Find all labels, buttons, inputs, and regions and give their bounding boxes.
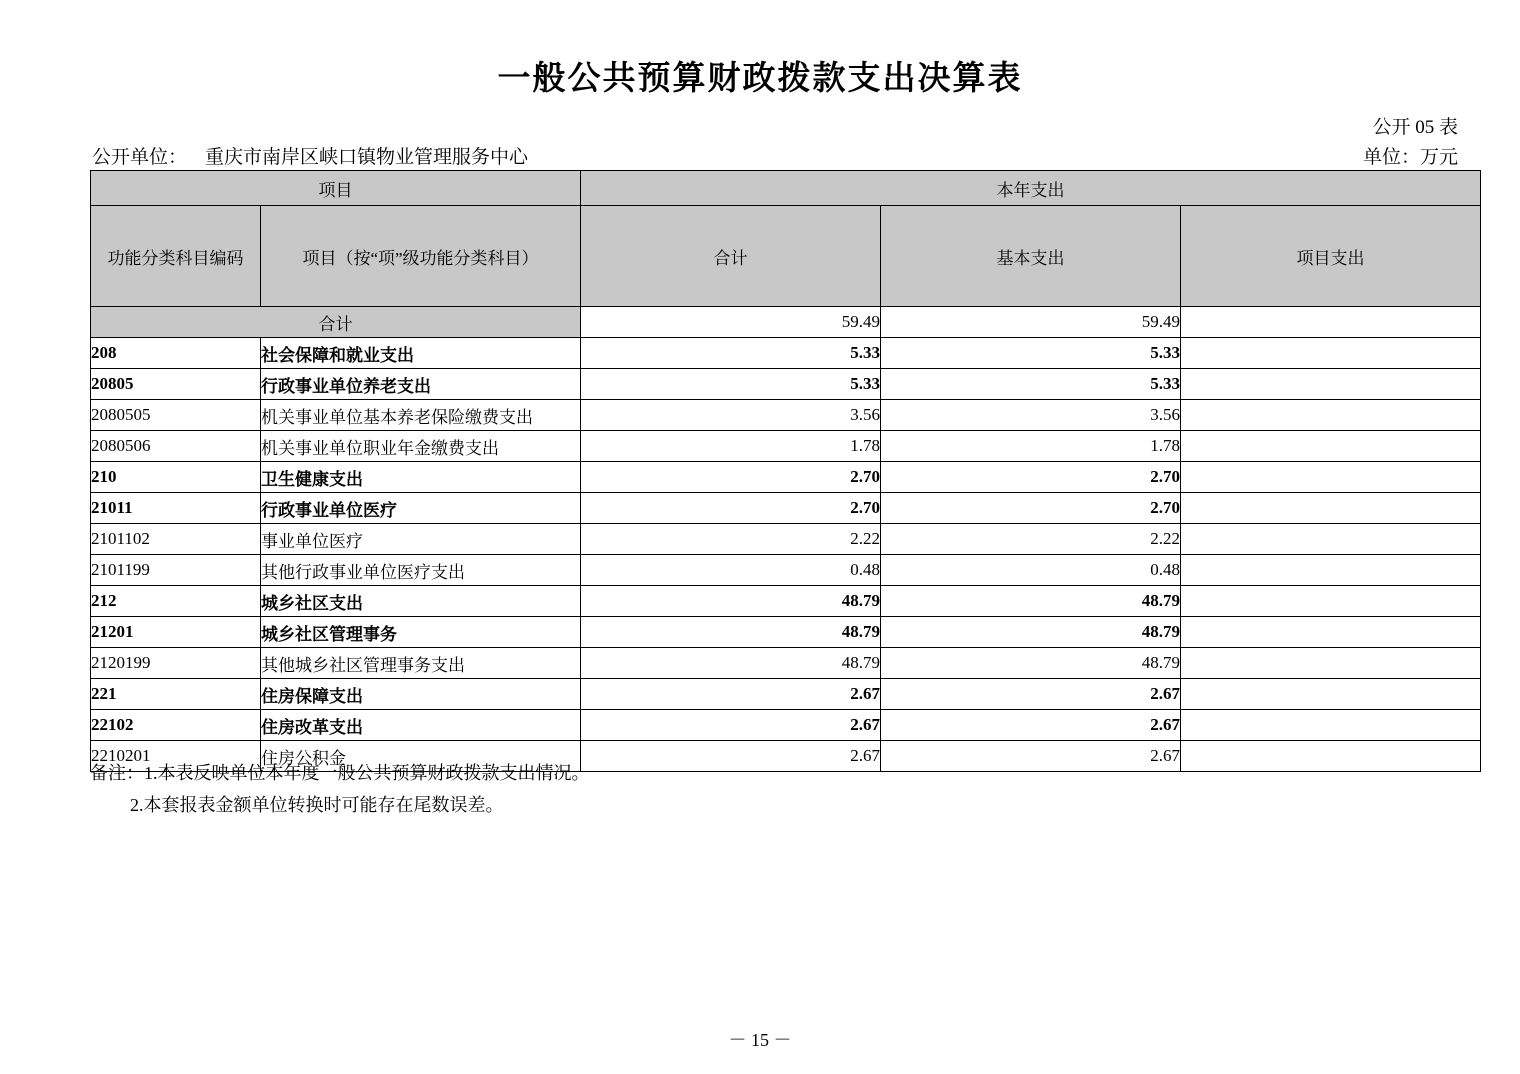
- cell-project: [1181, 555, 1481, 586]
- page-title: 一般公共预算财政拨款支出决算表: [497, 61, 1023, 97]
- cell-basic: 2.67: [881, 741, 1181, 772]
- cell-project: [1181, 648, 1481, 679]
- header-col-total: 合计: [581, 206, 881, 307]
- cell-name: 机关事业单位基本养老保险缴费支出: [261, 400, 581, 431]
- cell-code: 2210201: [91, 741, 261, 772]
- cell-project: [1181, 369, 1481, 400]
- cell-code: 2101199: [91, 555, 261, 586]
- cell-total: 2.67: [581, 679, 881, 710]
- cell-total: 3.56: [581, 400, 881, 431]
- cell-basic: 48.79: [881, 586, 1181, 617]
- amount-unit: 单位：万元: [1362, 147, 1458, 168]
- cell-project: [1181, 617, 1481, 648]
- cell-code: 21011: [91, 493, 261, 524]
- table-row: [91, 648, 1481, 679]
- unit-label: 公开单位：: [92, 147, 188, 168]
- table-row: [91, 586, 1481, 617]
- cell-project: [1181, 462, 1481, 493]
- cell-total: 2.67: [581, 710, 881, 741]
- table-row: [91, 369, 1481, 400]
- cell-basic: 0.48: [881, 555, 1181, 586]
- unit-name: 重庆市南岸区峡口镇物业管理服务中心: [205, 147, 529, 168]
- cell-project: [1181, 586, 1481, 617]
- header-col-name: 项目（按“项”级功能分类科目）: [261, 206, 581, 307]
- cell-total: 2.22: [581, 524, 881, 555]
- cell-basic: 2.70: [881, 462, 1181, 493]
- cell-project: [1181, 741, 1481, 772]
- cell-total: 48.79: [581, 648, 881, 679]
- cell-project: [1181, 431, 1481, 462]
- cell-total: 48.79: [581, 586, 881, 617]
- header-col-project: 项目支出: [1181, 206, 1481, 307]
- cell-name: 城乡社区支出: [261, 586, 581, 617]
- cell-code: 221: [91, 679, 261, 710]
- cell-project: [1181, 493, 1481, 524]
- cell-basic: 2.67: [881, 679, 1181, 710]
- table-row: [91, 431, 1481, 462]
- cell-code: 2080505: [91, 400, 261, 431]
- cell-basic: 3.56: [881, 400, 1181, 431]
- cell-project: [1181, 679, 1481, 710]
- cell-code: 20805: [91, 369, 261, 400]
- total-sum: 59.49: [581, 307, 881, 338]
- total-project: [1181, 307, 1481, 338]
- table-row-total: [91, 307, 1481, 338]
- table-row: [91, 493, 1481, 524]
- unit-line: [92, 142, 528, 169]
- table-body: [91, 307, 1481, 772]
- cell-code: 2080506: [91, 431, 261, 462]
- cell-total: 0.48: [581, 555, 881, 586]
- cell-code: 212: [91, 586, 261, 617]
- cell-basic: 48.79: [881, 617, 1181, 648]
- cell-project: [1181, 710, 1481, 741]
- cell-basic: 1.78: [881, 431, 1181, 462]
- header-col-basic: 基本支出: [881, 206, 1181, 307]
- cell-total: 5.33: [581, 369, 881, 400]
- cell-basic: 2.70: [881, 493, 1181, 524]
- cell-code: 210: [91, 462, 261, 493]
- table-header-group-row: [91, 171, 1481, 206]
- cell-code: 2101102: [91, 524, 261, 555]
- cell-name: 其他城乡社区管理事务支出: [261, 648, 581, 679]
- budget-expenditure-table: [90, 170, 1481, 772]
- cell-project: [1181, 524, 1481, 555]
- cell-total: 1.78: [581, 431, 881, 462]
- cell-basic: 2.22: [881, 524, 1181, 555]
- form-number: 公开 05 表: [1372, 117, 1458, 138]
- cell-name: 行政事业单位医疗: [261, 493, 581, 524]
- table-row: [91, 555, 1481, 586]
- cell-basic: 5.33: [881, 338, 1181, 369]
- cell-name: 事业单位医疗: [261, 524, 581, 555]
- cell-total: 2.70: [581, 493, 881, 524]
- cell-code: 2120199: [91, 648, 261, 679]
- table-header-row: [91, 206, 1481, 307]
- header-col-code: 功能分类科目编码: [91, 206, 261, 307]
- cell-name: 行政事业单位养老支出: [261, 369, 581, 400]
- total-label: 合计: [91, 307, 581, 338]
- cell-name: 卫生健康支出: [261, 462, 581, 493]
- cell-total: 48.79: [581, 617, 881, 648]
- cell-total: 5.33: [581, 338, 881, 369]
- cell-basic: 2.67: [881, 710, 1181, 741]
- cell-total: 2.70: [581, 462, 881, 493]
- table-row: [91, 338, 1481, 369]
- total-basic: 59.49: [881, 307, 1181, 338]
- cell-code: 208: [91, 338, 261, 369]
- header-group-expenditure: 本年支出: [581, 171, 1481, 206]
- table-row: [91, 679, 1481, 710]
- note-line-2: 2.本套报表金额单位转换时可能存在尾数误差。: [130, 795, 504, 815]
- cell-code: 21201: [91, 617, 261, 648]
- table-row: [91, 710, 1481, 741]
- cell-name: 城乡社区管理事务: [261, 617, 581, 648]
- cell-name: 住房改革支出: [261, 710, 581, 741]
- table-row: [91, 617, 1481, 648]
- note-line-1: 备注：1.本表反映单位本年度一般公共预算财政拨款支出情况。: [90, 763, 590, 783]
- cell-name: 机关事业单位职业年金缴费支出: [261, 431, 581, 462]
- table-row: [91, 400, 1481, 431]
- cell-name: 社会保障和就业支出: [261, 338, 581, 369]
- cell-name: 住房保障支出: [261, 679, 581, 710]
- page-number: － 15 －: [728, 1030, 792, 1050]
- cell-name: 住房公积金: [261, 741, 581, 772]
- header-group-project: 项目: [91, 171, 581, 206]
- cell-code: 22102: [91, 710, 261, 741]
- cell-name: 其他行政事业单位医疗支出: [261, 555, 581, 586]
- cell-basic: 48.79: [881, 648, 1181, 679]
- cell-project: [1181, 400, 1481, 431]
- cell-total: 2.67: [581, 741, 881, 772]
- cell-project: [1181, 338, 1481, 369]
- cell-basic: 5.33: [881, 369, 1181, 400]
- table-row: [91, 524, 1481, 555]
- table-row: [91, 462, 1481, 493]
